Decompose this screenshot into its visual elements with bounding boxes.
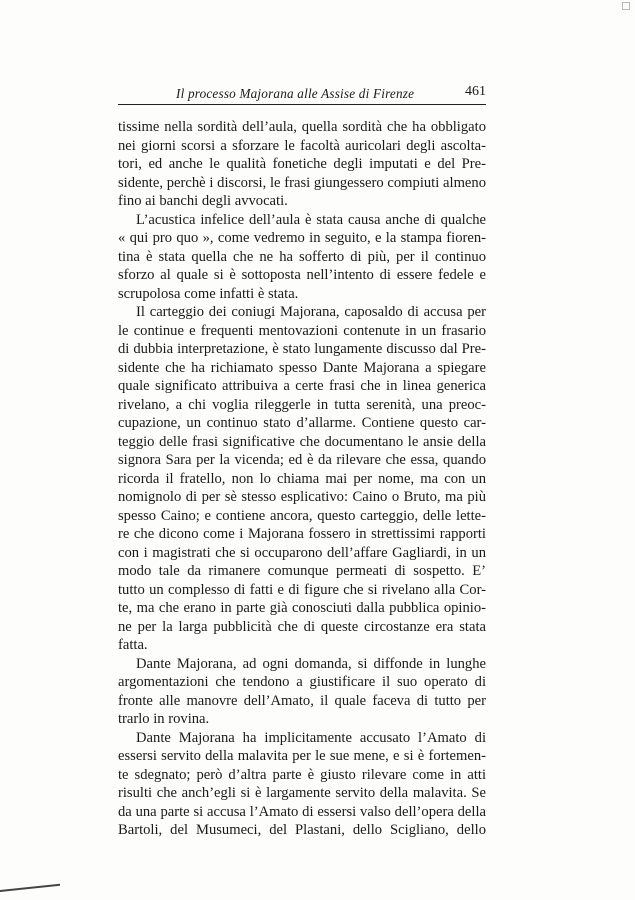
text-line: tutto un complesso di fatti e di figure che si rivelano alla Cor- [118, 581, 486, 598]
text-line: teggio delle frasi significative che documentano le ansie della [118, 433, 486, 450]
text-line: risulti che anch’egli si è largamente servito della malavita. Se [118, 785, 486, 801]
header-title: Il processo Majorana alle Assise di Firenze [176, 86, 415, 101]
text-line: te, ma che erano in parte già conosciuti dalla pubblica opinio- [118, 600, 486, 616]
text-line: tissime nella sordità dell’aula, quella sordità che ha obbligato [118, 119, 486, 135]
text-line: sidente, perchè i discorsi, le frasi giungessero compiuti almeno [118, 174, 486, 191]
running-header [118, 86, 486, 106]
text-line: nomignolo di per sè stesso esplicativo: Caino o Bruto, ma più [118, 489, 486, 505]
text-line: argomentazioni che tendono a giustificare il suo operato di [118, 674, 486, 690]
text-line: L’acustica infelice dell’aula è stata causa anche di qualche [136, 211, 486, 228]
text-line: Il carteggio dei coniugi Majorana, caposaldo di accusa per [136, 304, 486, 320]
text-line: Dante Majorana ha implicitamente accusato l’Amato di [136, 729, 486, 746]
text-line: Bartoli, del Musumeci, del Plastani, dello Scigliano, dello [118, 822, 486, 838]
text-line: modo tale da rimanere comunque permeati di sospetto. E’ [118, 563, 486, 579]
text-line: « qui pro quo », come vedremo in seguito, e la stampa fioren- [118, 230, 486, 246]
page-number: 461 [465, 84, 486, 99]
text-line: fino ai banchi degli avvocati. [118, 193, 288, 209]
text-line: da una parte si accusa l’Amato di essersi valso dell’opera della [118, 803, 486, 820]
text-line: fronte alle manovre dell’Amato, il quale faceva di tutto per [118, 692, 486, 709]
text-line: scrupolosa come infatti è stata. [118, 285, 299, 302]
text-line: cupazione, un continuo stato d’allarme. Contiene questo car- [118, 415, 486, 431]
text-line: tina è stata quella che ne ha sofferto di più, per il continuo [118, 248, 486, 265]
text-line: fatta. [118, 637, 148, 653]
text-line: nei giorni scorsi a sforzare le facoltà auricolari degli ascolta- [118, 137, 486, 154]
text-line: signora Sara per la vicenda; ed è da rilevare che essa, quando [118, 452, 486, 468]
text-line: spesso Caino; e contiene ancora, questo carteggio, delle lette- [118, 507, 486, 524]
text-line: con i magistrati che si occuparono dell’affare Gagliardi, in un [118, 544, 486, 561]
scan-corner-mark [622, 2, 630, 10]
text-line: tori, ed anche le qualità fonetiche degli imputati e del Pre- [118, 156, 486, 172]
header-rule [118, 104, 486, 105]
text-line: trarlo in rovina. [118, 711, 210, 727]
text-line: ne per la larga pubblicità che di queste circostanze era stata [118, 618, 486, 635]
text-line: ricorda il fratello, non lo chiama mai per nome, ma con un [118, 470, 486, 487]
text-line: re che dicono come i Majorana fossero in strettissimi rapporti [118, 526, 486, 542]
text-line: essersi servito della malavita per le sue mene, e si è fortemen- [118, 748, 486, 764]
scan-binding-mark [0, 884, 60, 900]
text-line: te sdegnato; però d’altra parte è giusto rilevare come in atti [118, 766, 486, 783]
body-text [118, 118, 486, 840]
text-line: quale significato attribuiva a certe frasi che in linea generica [118, 378, 486, 394]
text-line: sidente che ha richiamato spesso Dante Majorana a spiegare [118, 359, 486, 376]
text-line: Dante Majorana, ad ogni domanda, si diffonde in lunghe [136, 655, 486, 672]
text-line: le continue e frequenti mentovazioni contenute in un frasario [118, 322, 486, 339]
text-line: sforzo al quale si è sottoposta nell’intento di essere fedele e [118, 267, 486, 283]
text-line: rivelano, a chi voglia rileggerle in tutta serenità, una preoc- [118, 396, 486, 413]
text-line: di dubbia interpretazione, è stato lungamente discusso dal Pre- [118, 341, 486, 357]
